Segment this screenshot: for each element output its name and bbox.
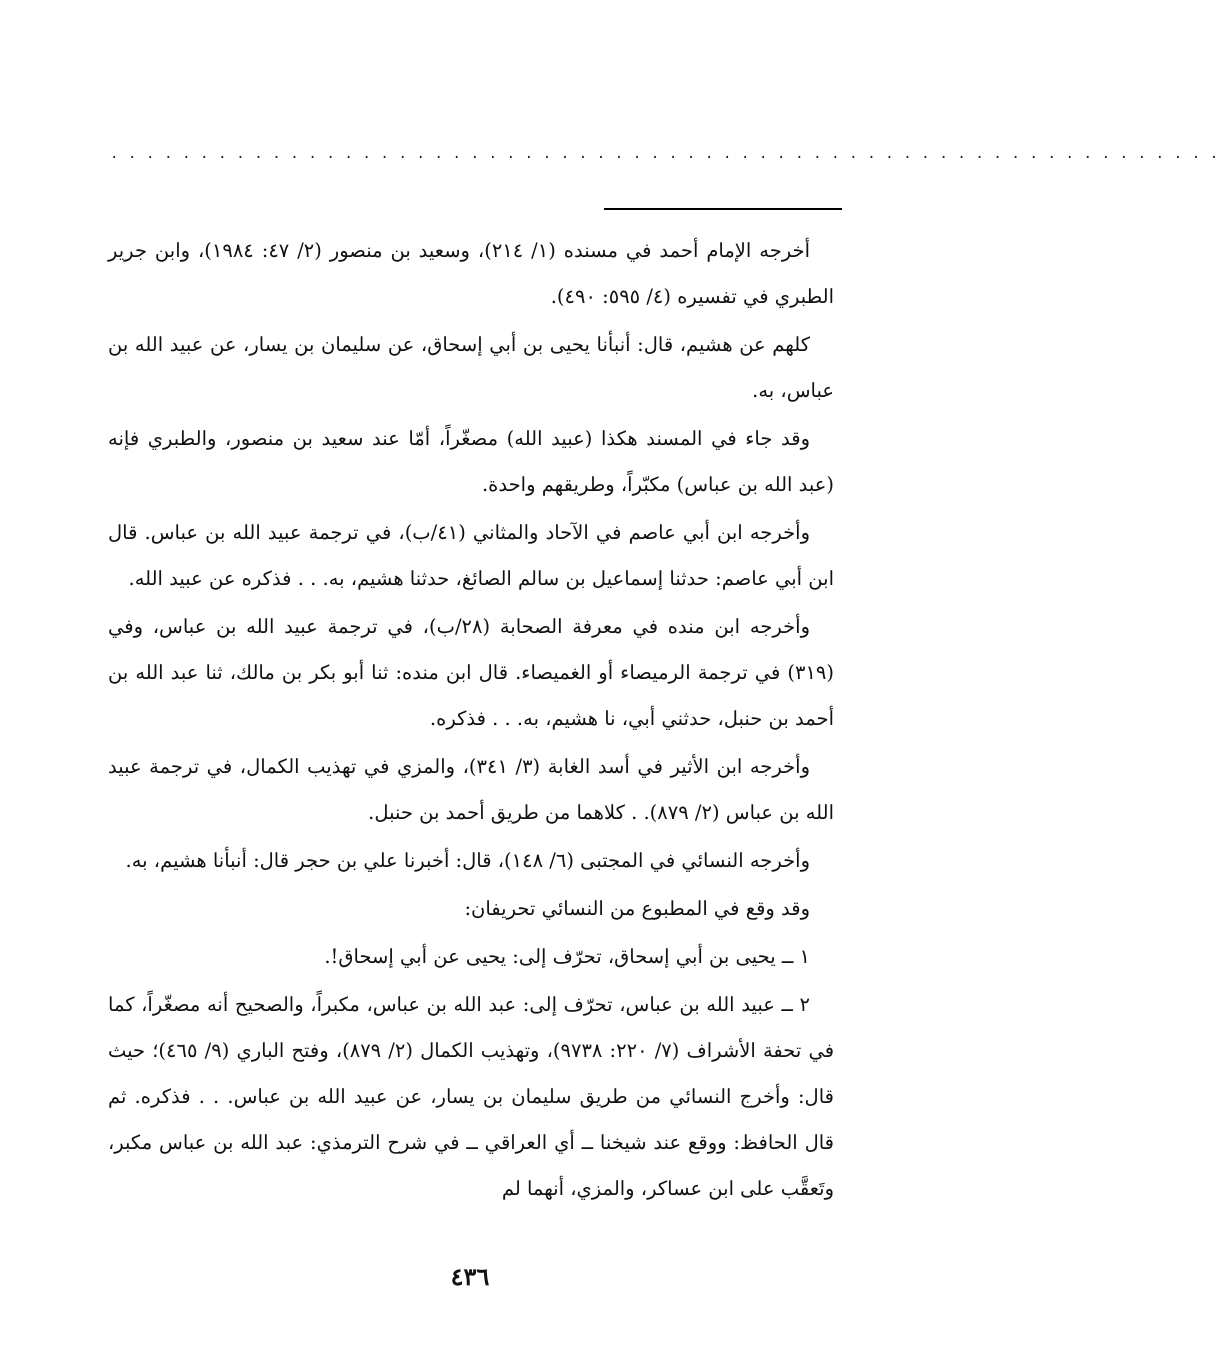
paragraph: وقد وقع في المطبوع من النسائي تحريفان: [464, 897, 810, 920]
paragraph: وأخرجه النسائي في المجتبى (٦/ ١٤٨)، قال: أخبرنا علي بن حجر قال: أنبأنا هشيم، به. [125, 849, 810, 872]
footnote-rule [604, 208, 842, 210]
paragraph: أخرجه الإمام أحمد في مسنده (١/ ٢١٤)، وسعيد بن منصور (٢/ ٤٧: ١٩٨٤)، وابن جرير الطبري في تفسيره (٤/ ٥٩٥: ٤٩٠). [108, 239, 834, 308]
paragraph: كلهم عن هشيم، قال: أنبأنا يحيى بن أبي إسحاق، عن سليمان بن يسار، عن عبيد الله بن عباس، به. [108, 333, 834, 402]
list-item: ٢ ــ عبيد الله بن عباس، تحرّف إلى: عبد الله بن عباس، مكبراً، والصحيح أنه مصغّراً، كما في تحفة الأشراف (٧/ ٢٢٠: ٩٧٣٨)، وتهذيب الكمال (٢/ ٨٧٩)، وفتح الباري (٩/ ٤٦٥)؛ حيث قال: وأخرج النسائي من طريق سليمان بن يسار، عن عبيد الله بن عباس. . . فذكره. ثم قال الحافظ: ووقع عند شيخنا ــ أي العراقي ــ في شرح الترمذي: عبد الله بن عباس مكبر، وتَعقَّب على ابن عساكر، والمزي، أنهما لم [108, 993, 835, 1200]
footnote-body [108, 228, 834, 1214]
paragraph: وأخرجه ابن منده في معرفة الصحابة (٢٨/ب)، في ترجمة عبيد الله بن عباس، وفي (٣١٩) في ترجمة الرميصاء أو الغميصاء. قال ابن منده: ثنا أبو بكر بن مالك، ثنا عبد الله بن أحمد بن حنبل، حدثني أبي، نا هشيم، به. . . فذكره. [108, 615, 834, 730]
paragraph: وقد جاء في المسند هكذا (عبيد الله) مصغّراً، أمّا عند سعيد بن منصور، والطبري فإنه (عبد الله بن عباس) مكبّراً، وطريقهم واحدة. [108, 427, 834, 496]
paragraph: وأخرجه ابن أبي عاصم في الآحاد والمثاني (٤١/ب)، في ترجمة عبيد الله بن عباس. قال ابن أبي عاصم: حدثنا إسماعيل بن سالم الصائغ، حدثنا هشيم، به. . . فذكره عن عبيد الله. [108, 521, 834, 590]
paragraph: وأخرجه ابن الأثير في أسد الغابة (٣/ ٣٤١)، والمزي في تهذيب الكمال، في ترجمة عبيد الله بن عباس (٢/ ٨٧٩). . كلاهما من طريق أحمد بن حنبل. [108, 755, 834, 824]
dotted-separator: .............................................................. [110, 146, 1228, 162]
page-number: ٤٣٦ [450, 1262, 490, 1291]
list-item: ١ ــ يحيى بن أبي إسحاق، تحرّف إلى: يحيى عن أبي إسحاق!. [324, 945, 810, 968]
